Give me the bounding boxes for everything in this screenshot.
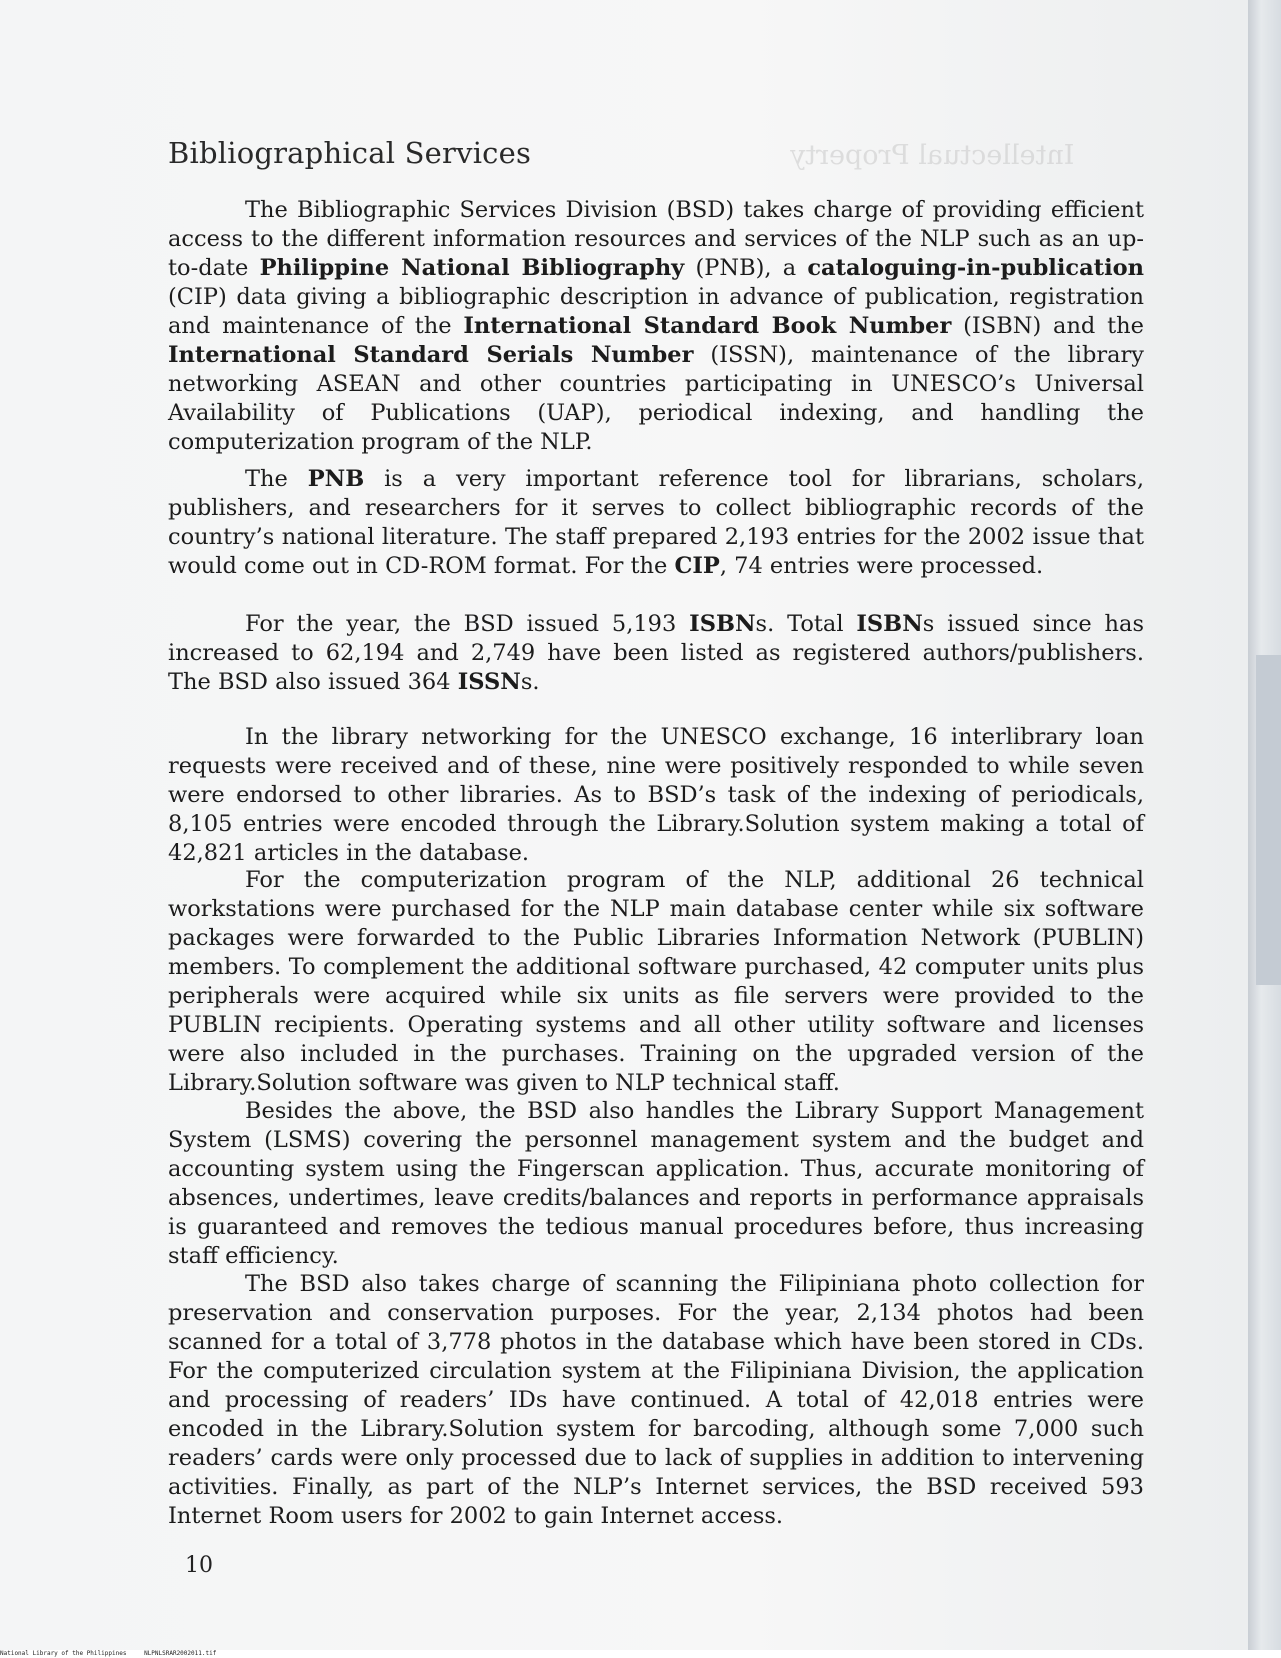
paragraph bbox=[168, 1270, 1144, 1531]
text-run: (ISSN), maintenance of the library networking ASEAN and other countries participating in UNESCO’s Universal Availability of Publications (UAP), periodical indexing, and handling the computerization program of the NLP. bbox=[168, 342, 1144, 455]
bold-term: CIP bbox=[674, 553, 720, 579]
text-run: (ISBN) and the bbox=[951, 313, 1144, 339]
bleed-through-title: Intellectual Property bbox=[790, 140, 1075, 171]
text-run: s. bbox=[520, 669, 540, 695]
bold-term: ISBN bbox=[856, 611, 923, 637]
paragraph bbox=[168, 1097, 1144, 1271]
bold-term: ISBN bbox=[689, 611, 756, 637]
paragraph bbox=[168, 866, 1144, 1098]
page-edge-tab bbox=[1256, 655, 1281, 985]
text-run: The Bibliographic Services Division (BSD) takes charge of providing efficient access to the different information resources and services of the NLP such as an up-to-date bbox=[168, 197, 1144, 281]
text-run: s. Total bbox=[755, 611, 857, 637]
text-run: s issued since has increased to 62,194 and 2,749 have been listed as registered authors/publishers. The BSD also issued 364 bbox=[168, 611, 1144, 695]
bold-term: ISSN bbox=[457, 669, 521, 695]
footer-library: National Library of the Philippines bbox=[0, 1650, 127, 1657]
paragraph bbox=[168, 465, 1144, 581]
text-run: is a very important reference tool for librarians, scholars, publishers, and researchers for it serves to collect bibliographic records of the country’s national literature. The staff prepared 2,193 entries for the 2002 issue that would come out in CD-ROM format. For the bbox=[168, 466, 1144, 579]
text-run: Besides the above, the BSD also handles the Library Support Management System (LSMS) covering the personnel management system and the budget and accounting system using the Fingerscan application. Thus, accurate monitoring of absences, undertimes, leave credits/balances and reports in performance appraisals is guaranteed and removes the tedious manual procedures before, thus increasing staff efficiency. bbox=[168, 1098, 1144, 1269]
text-run: The bbox=[245, 466, 308, 492]
text-run: For the year, the BSD issued 5,193 bbox=[245, 611, 690, 637]
bold-term: PNB bbox=[307, 466, 365, 492]
footer-file: NLPNLSRAR2002011.tif bbox=[144, 1650, 217, 1657]
text-run: , 74 entries were processed. bbox=[719, 553, 1044, 579]
bold-term: International Standard Book Number bbox=[463, 313, 952, 339]
section-heading: Bibliographical Services bbox=[168, 136, 532, 170]
bold-term: cataloguing-in-publication bbox=[807, 255, 1144, 281]
text-run: (PNB), a bbox=[684, 255, 808, 281]
paragraph bbox=[168, 610, 1144, 697]
text-run: For the computerization program of the NLP, additional 26 technical workstations were purchased for the NLP main database center while six software packages were forwarded to the Public Libraries Information Network (PUBLIN) members. To complement the additional software purchased, 42 computer units plus peripherals were acquired while six units as file servers were provided to the PUBLIN recipients. Operating systems and all other utility software and licenses were also included in the purchases. Training on the upgraded version of the Library.Solution software was given to NLP technical staff. bbox=[168, 867, 1144, 1096]
text-run: In the library networking for the UNESCO exchange, 16 interlibrary loan requests were received and of these, nine were positively responded to while seven were endorsed to other libraries. As to BSD’s task of the indexing of periodicals, 8,105 entries were encoded through the Library.Solution system making a total of 42,821 articles in the database. bbox=[168, 724, 1144, 866]
paragraph bbox=[168, 723, 1144, 868]
paragraph bbox=[168, 196, 1144, 457]
scan-footer bbox=[0, 1650, 1281, 1658]
text-run: The BSD also takes charge of scanning the Filipiniana photo collection for preservation and conservation purposes. For the year, 2,134 photos had been scanned for a total of 3,778 photos in the database which have been stored in CDs. For the computerized circulation system at the Filipiniana Division, the application and processing of readers’ IDs have continued. A total of 42,018 entries were encoded in the Library.Solution system for barcoding, although some 7,000 such readers’ cards were only processed due to lack of supplies in addition to intervening activities. Finally, as part of the NLP’s Internet services, the BSD received 593 Internet Room users for 2002 to gain Internet access. bbox=[168, 1271, 1144, 1529]
bold-term: International Standard Serials Number bbox=[168, 342, 694, 368]
bold-term: Philippine National Bibliography bbox=[259, 255, 685, 281]
text-run: (CIP) data giving a bibliographic description in advance of publication, registration and maintenance of the bbox=[168, 284, 1144, 339]
page-number: 10 bbox=[185, 1553, 213, 1578]
